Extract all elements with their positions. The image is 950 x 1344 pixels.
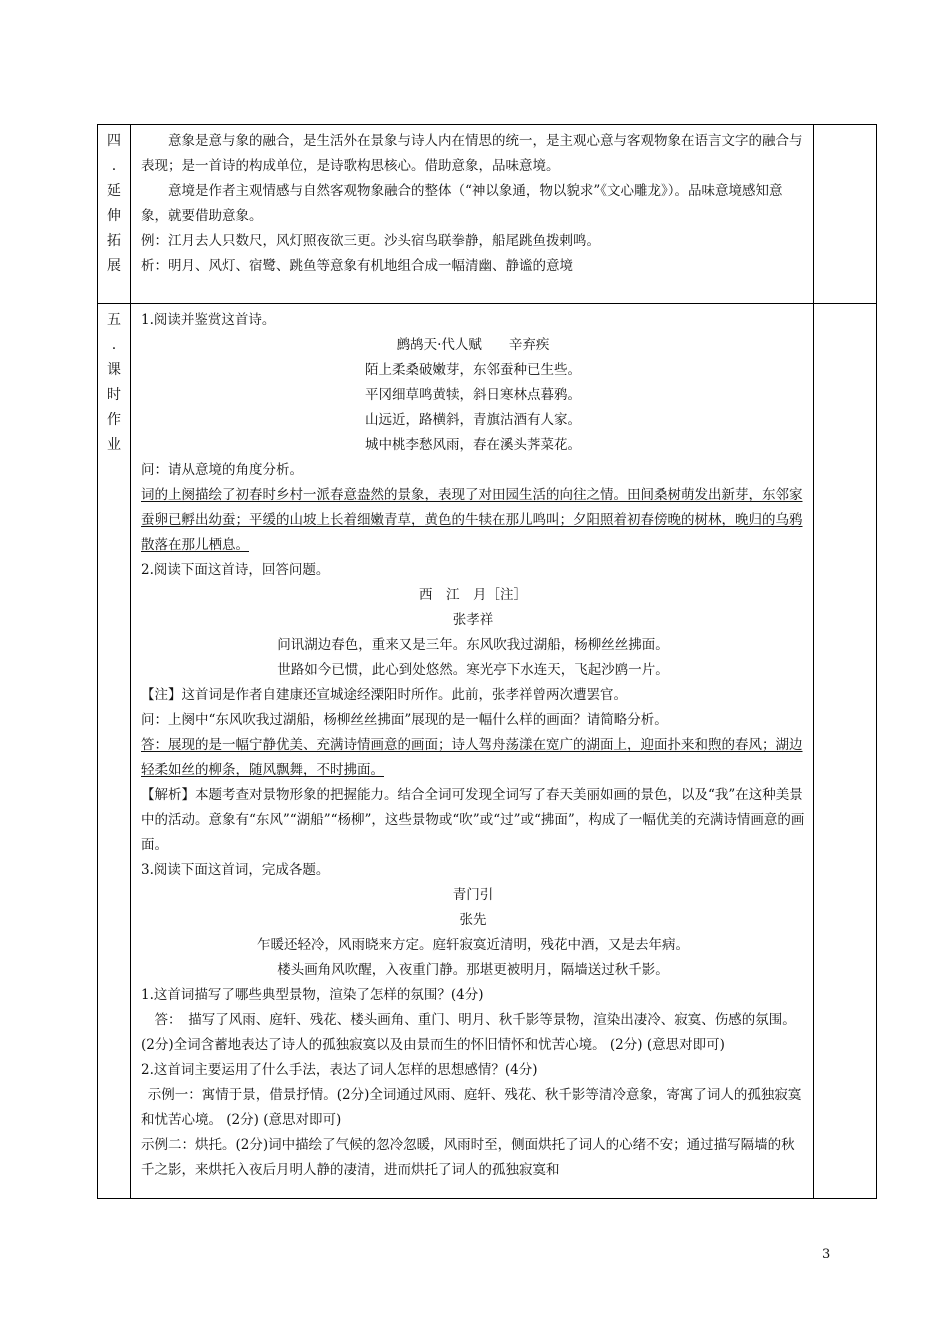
label-char: 五 [107, 312, 121, 328]
poem-1-title: 鹧鸪天·代人赋 辛弃疾 [396, 337, 550, 353]
question-1-heading: 1.阅读并鉴赏这首诗。 [141, 312, 276, 328]
poem-2-note: 【注】这首词是作者自建康还宣城途经溧阳时所作。此前，张孝祥曾两次遭罢官。 [141, 687, 627, 703]
poem-1-line: 平冈细草鸣黄犊，斜日寒林点暮鸦。 [365, 387, 581, 403]
poem-1-line: 陌上柔桑破嫩芽，东邻蚕种已生些。 [365, 362, 581, 378]
question-1-answer: 词的上阕描绘了初春时乡村一派春意盎然的景象，表现了对田园生活的向往之情。田间桑树萌发出新芽，东邻家蚕卵已孵出幼蚕；平缓的山坡上长着细嫩青草，黄色的牛犊在那儿鸣叫；夕阳照着初春傍晚的树林，晚归的乌鸦散落在那儿栖息。 [141, 487, 803, 553]
question-2-analysis: 【解析】本题考查对景物形象的把握能力。结合全词可发现全词写了春天美丽如画的景色，以及“我”在这种美景中的活动。意象有“东风”“湖船”“杨柳”，这些景物或“吹”或“过”或“拂面”，构成了一幅优美的充满诗情画意的画面。 [141, 787, 805, 853]
analysis-line: 析：明月、风灯、宿鹭、跳鱼等意象有机地组合成一幅清幽、静谧的意境 [141, 258, 573, 274]
poem-2-title: 西 江 月［注］ [419, 587, 527, 603]
section-content-homework [131, 304, 814, 1199]
section-label-homework [98, 304, 131, 1199]
label-char: 作 [107, 412, 121, 428]
label-char: 展 [107, 258, 121, 274]
poem-2-line: 世路如今已惯，此心到处悠然。寒光亭下水连天，飞起沙鸥一片。 [277, 662, 669, 678]
label-char: 四 [107, 133, 121, 149]
label-char: 课 [107, 362, 121, 378]
poem-2-author: 张孝祥 [452, 612, 494, 628]
example-line: 例：江月去人只数尺，风灯照夜欲三更。沙头宿鸟联拳静，船尾跳鱼拨剌鸣。 [141, 233, 600, 249]
section-label-extension [98, 125, 131, 304]
blank-cell [814, 304, 877, 1199]
label-char: . [111, 158, 117, 174]
sub-answer-1: 答： 描写了风雨、庭轩、残花、楼头画角、重门、明月、秋千影等景物，渲染出凄冷、寂寞、伤感的氛围。(2分)全词含蓄地表达了诗人的孤独寂寞以及由景而生的怀旧情怀和忧苦心境。 (2分) (意思对即可) [141, 1012, 796, 1053]
label-char: . [111, 337, 117, 353]
poem-3-line: 楼头画角风吹醒，入夜重门静。那堪更被明月，隔墙送过秋千影。 [277, 962, 669, 978]
poem-3-line: 乍暖还轻冷，风雨晓来方定。庭轩寂寞近清明，残花中酒，又是去年病。 [257, 937, 689, 953]
poem-1-line: 城中桃李愁风雨，春在溪头荠菜花。 [365, 437, 581, 453]
poem-3-title: 青门引 [452, 887, 494, 903]
poem-2-line: 问讯湖边春色，重来又是三年。东风吹我过湖船，杨柳丝丝拂面。 [277, 637, 669, 653]
lesson-table [97, 124, 877, 1199]
paragraph-artistic-conception: 意境是作者主观情感与自然客观物象融合的整体（“神以象通，物以貌求”《文心雕龙》）。品味意境感知意象，就要借助意象。 [141, 183, 783, 224]
poem-3-author: 张先 [459, 912, 487, 928]
label-char: 拓 [107, 233, 121, 249]
page-number: 3 [822, 1247, 831, 1262]
label-char: 伸 [107, 208, 121, 224]
poem-1-line: 山远近，路横斜，青旗沽酒有人家。 [365, 412, 581, 428]
table-row-homework [98, 304, 877, 1199]
question-3-heading: 3.阅读下面这首词，完成各题。 [141, 862, 330, 878]
label-char: 时 [107, 387, 121, 403]
paragraph-imagery: 意象是意与象的融合，是生活外在景象与诗人内在情思的统一，是主观心意与客观物象在语言文字的融合与表现；是一首诗的构成单位，是诗歌构思核心。借助意象，品味意境。 [141, 133, 803, 174]
table-row-extension [98, 125, 877, 304]
label-char: 业 [107, 437, 121, 453]
question-1-prompt: 问：请从意境的角度分析。 [141, 462, 303, 478]
section-content-extension [131, 125, 814, 304]
sub-answer-2-example-2: 示例二：烘托。(2分)词中描绘了气候的忽冷忽暖，风雨时至，侧面烘托了词人的心绪不安；通过描写隔墙的秋千之影，来烘托入夜后月明人静的凄清，进而烘托了词人的孤独寂寞和 [141, 1137, 795, 1178]
question-2-heading: 2.阅读下面这首诗，回答问题。 [141, 562, 330, 578]
sub-question-2: 2.这首词主要运用了什么手法，表达了词人怎样的思想感情？(4分) [141, 1062, 538, 1078]
sub-question-1: 1.这首词描写了哪些典型景物，渲染了怎样的氛围？(4分) [141, 987, 484, 1003]
question-2-answer: 答：展现的是一幅宁静优美、充满诗情画意的画面；诗人驾舟荡漾在宽广的湖面上，迎面扑来和煦的春风；湖边轻柔如丝的柳条，随风飘舞，不时拂面。 [141, 737, 803, 778]
sub-answer-2-example-1: 示例一：寓情于景，借景抒情。(2分)全词通过风雨、庭轩、残花、秋千影等清冷意象，寄寓了词人的孤独寂寞和忧苦心境。 (2分) (意思对即可) [141, 1087, 802, 1128]
blank-cell [814, 125, 877, 304]
question-2-prompt: 问：上阕中“东风吹我过湖船，杨柳丝丝拂面”展现的是一幅什么样的画面？请简略分析。 [141, 712, 668, 728]
label-char: 延 [107, 183, 121, 199]
